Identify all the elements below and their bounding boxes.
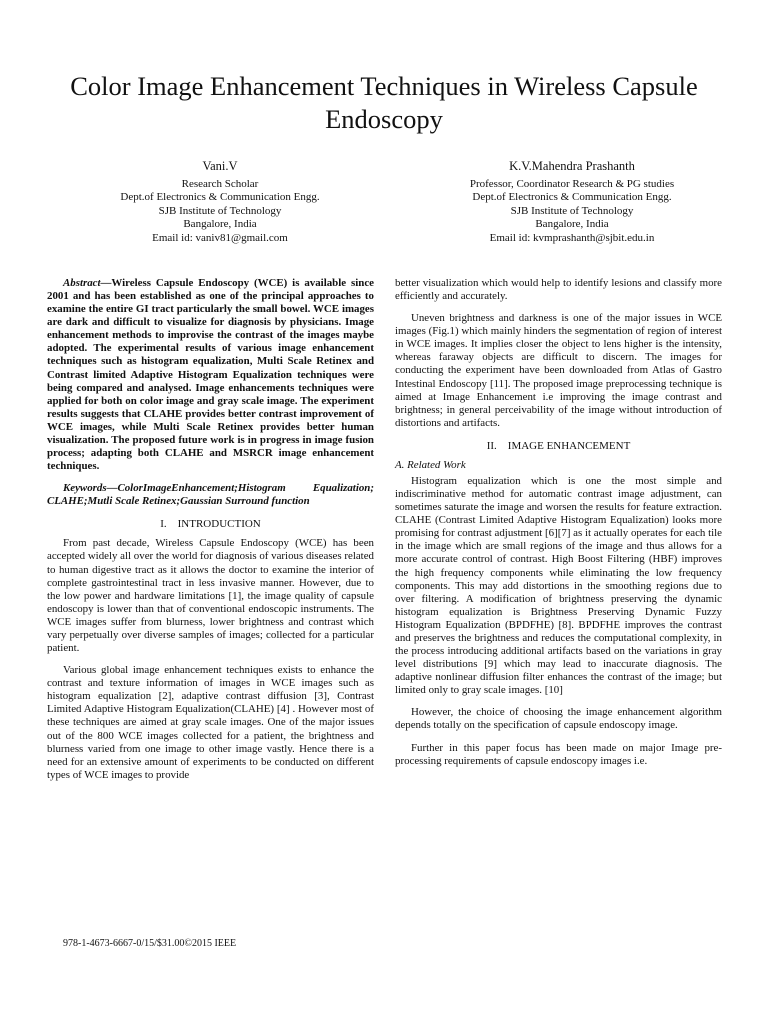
copyright-footer: 978-1-4673-6667-0/15/$31.00©2015 IEEE (63, 938, 237, 949)
abstract-body: —Wireless Capsule Endoscopy (WCE) is available since 2001 and has been established as one of the principal approaches to examine the entire GI tract particularly the small bowel. WCE images are dark and difficult to visualize for diagnosis by physicians. Image enhancement methods to improvise the contrast of the images maybe adopted. The experimental results of various image enhancement techniques such as histogram equalization, Multi Scale Retinex and Contrast limited Adaptive Histogram Equalization techniques were being compared and analysed. Image enhancements techniques were applied for both on color image and gray scale image. The experiment results suggests that CLAHE provides better contrast improvement of WCE images, while Multi Scale Retinex provides better human visualization. The proposed future work is in progress in image fusion process; adapting both CLAHE and MSRCR image enhancement techniques. (47, 277, 374, 473)
author-affiliation-line: Bangalore, India (535, 218, 609, 231)
author-email: Email id: kvmprashanth@sjbit.edu.in (489, 231, 655, 244)
author-block-2 (438, 160, 706, 246)
abstract-lead: Abstract (63, 277, 101, 289)
paragraph: better visualization which would help to identify lesions and classify more efficiently and accurately. (395, 277, 722, 303)
author-affiliation-line: Dept.of Electronics & Communication Engg. (472, 191, 672, 204)
left-column (47, 277, 374, 782)
paragraph: Uneven brightness and darkness is one of the major issues in WCE images (Fig.1) which mainly hinders the segmentation of region of interest in WCE images. It implies closer the object to lens higher is the intensity, whereas faraway objects are difficult to discern. The images for conducting the experiment have been downloaded from Atlas of Gastro Intestinal Endoscopy [11]. The proposed image preprocessing technique is aimed at Image Enhancement i.e improving the image contrast and brightness; in general perceivability of the image without introduction of distortions and artifacts. (395, 312, 722, 429)
paragraph: From past decade, Wireless Capsule Endoscopy (WCE) has been accepted widely all over the world for diagnosis of various diseases related to human digestive tract as it allows the doctor to examine the interior of complete gastrointestinal tract in less invasive manner. However, due to the low power and hardware limitations [1], the image quality of capsule endoscopy is lower than that of conventional endoscopic instruments. The WCE images suffer from blurness, lower brightness and contrast which vary perpetually over diverse samples of images; collected for a particular patient. (47, 537, 374, 655)
subsection-heading-related-work: A. Related Work (395, 458, 466, 471)
author-block-1 (110, 160, 330, 246)
author-email: Email id: vaniv81@gmail.com (152, 231, 288, 244)
paragraph: Histogram equalization which is one the most simple and indiscriminative method for automatic contrast image adjustment, can sometimes saturate the image and worsen the results for feature extraction. CLAHE (Contrast Limited Adaptive Histogram Equalization) looks more promising for contrast adjustment [6][7] as it actually operates for each tile in the image which are small regions of the image and thus allows for a more accurate control of contrast. High Boost Filtering (HBF) improves the high frequency components while eliminating the low frequency components. This may add distortions in the smoothing regions due to over filtering. A modification of brightness preserving the dynamic histogram equalization is Brightness Preserving Dynamic Fuzzy Histogram Equalization (BPDFHE) [8]. BPDFHE improves the contrast and preserves the brightness and reduces the computational complexity, in the process introducing additional artifacts based on the variations in gray level distributions [9] which may lead to inaccurate diagnosis. The adaptive nonlinear diffusion filter enhances the contrast of the image; but limited only to gray scale images. [10] (395, 475, 722, 697)
author-affiliation-line: Research Scholar (181, 177, 259, 190)
paragraph: Various global image enhancement techniques exists to enhance the contrast and texture information of images in WCE images such as histogram equalization [2], adaptive contrast diffusion [3], Contrast Limited Adaptive Histogram Equalization(CLAHE) [4] . However most of these techniques are aimed at gray scale images. One of the major issues out of the 800 WCE images collected for a patient, the brightness and blurness varied from one image to other image vastly. Hence there is a need for an extensive amount of experiments to be conducted on different types of WCE images to provide (47, 664, 374, 781)
author-affiliation-line: Dept.of Electronics & Communication Engg. (120, 191, 320, 204)
section-heading-introduction: I. INTRODUCTION (160, 518, 261, 531)
abstract (47, 277, 374, 473)
author-affiliation-line: SJB Institute of Technology (510, 204, 634, 217)
keywords: Keywords—ColorImageEnhancement;Histogram Equalization; CLAHE;Mutli Scale Retinex;Gaussian Surround function (47, 482, 374, 508)
right-column (395, 277, 722, 768)
section-heading-image-enhancement: II. IMAGE ENHANCEMENT (486, 439, 631, 452)
paragraph: However, the choice of choosing the image enhancement algorithm depends totally on the specification of capsule endoscopy image. (395, 706, 722, 732)
author-name: Vani.V (202, 159, 238, 173)
paper-title: Color Image Enhancement Techniques in Wireless Capsule Endoscopy (70, 71, 698, 134)
paragraph: Further in this paper focus has been made on major Image pre-processing requirements of capsule endoscopy images i.e. (395, 741, 722, 767)
author-affiliation-line: Professor, Coordinator Research & PG studies (469, 177, 675, 190)
author-affiliation-line: Bangalore, India (183, 218, 257, 231)
author-name: K.V.Mahendra Prashanth (509, 159, 635, 173)
author-affiliation-line: SJB Institute of Technology (158, 204, 282, 217)
